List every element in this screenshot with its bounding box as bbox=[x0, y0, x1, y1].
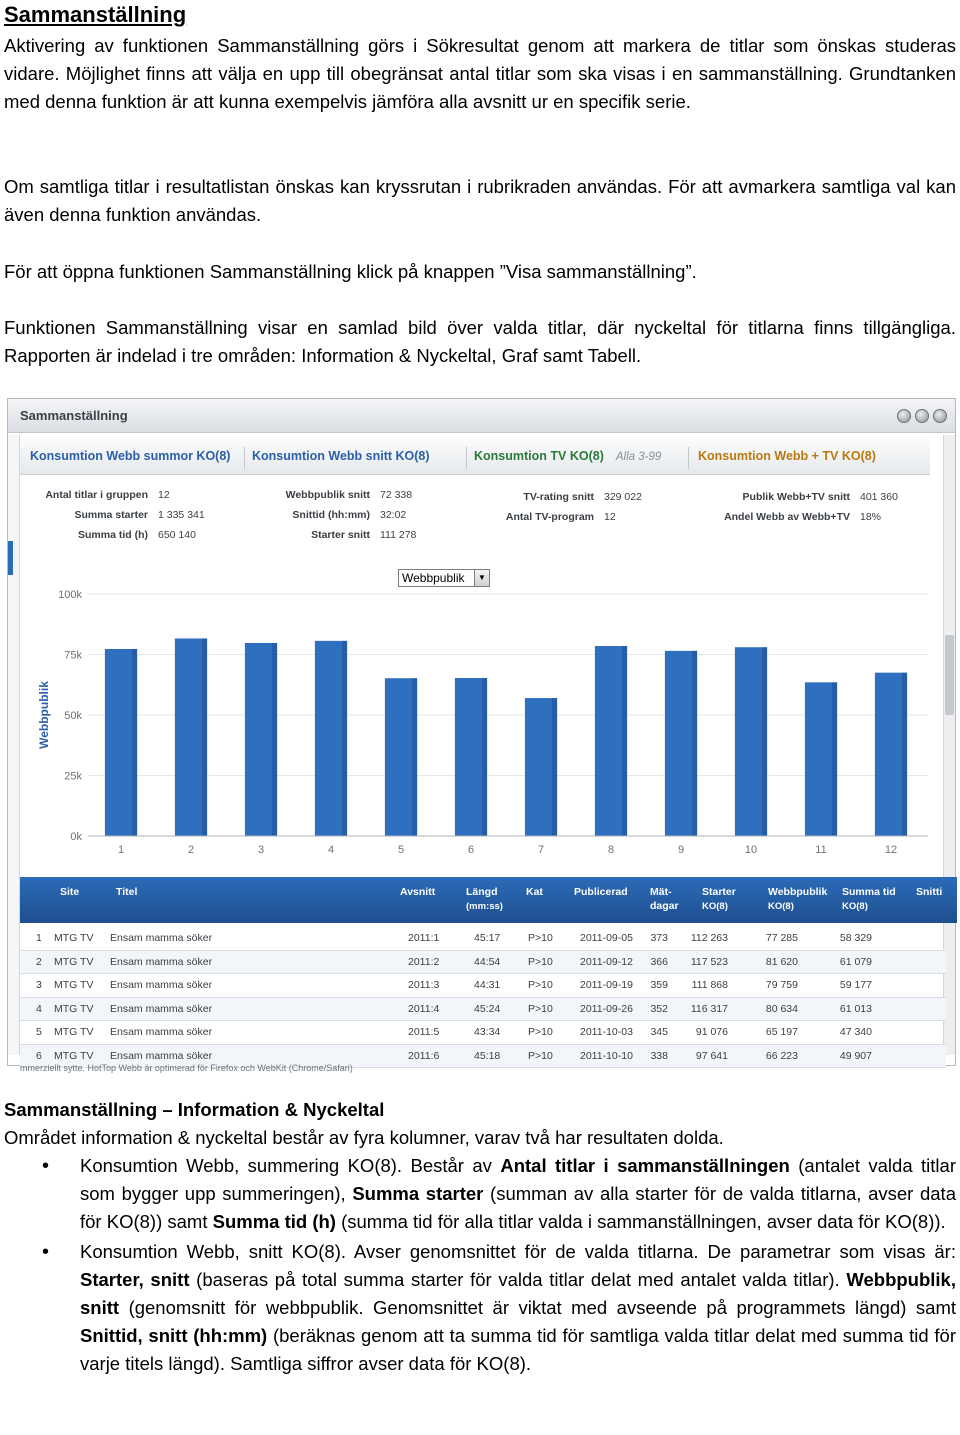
summary-headers bbox=[20, 439, 930, 475]
x-tick-label: 3 bbox=[257, 844, 265, 856]
table-row[interactable] bbox=[20, 927, 946, 951]
table-row[interactable] bbox=[20, 1021, 946, 1045]
col-days[interactable] bbox=[650, 885, 679, 913]
list-item bbox=[4, 1238, 956, 1378]
x-tick-label: 8 bbox=[607, 844, 615, 856]
tab-webb-summor: Konsumtion Webb summor KO(8) bbox=[30, 449, 231, 463]
cell-days: 345 bbox=[650, 1026, 668, 1038]
summary-window bbox=[7, 398, 956, 1073]
text: Konsumtion Webb, summering KO(8). Består av bbox=[80, 1155, 501, 1176]
x-tick-label: 7 bbox=[537, 844, 545, 856]
bar-shade bbox=[622, 646, 627, 836]
cell-kat: P>10 bbox=[528, 1026, 553, 1038]
table-row[interactable] bbox=[20, 951, 946, 975]
col-length[interactable] bbox=[466, 885, 503, 914]
cell-wp: 77 285 bbox=[765, 932, 798, 944]
window-title: Sammanställning bbox=[20, 408, 128, 423]
bar-shade bbox=[202, 638, 207, 836]
col-site[interactable]: Site bbox=[60, 886, 80, 898]
cell-n: 5 bbox=[36, 1026, 42, 1038]
text-bold: Antal titlar i sammanställningen bbox=[500, 1155, 790, 1176]
kv-label: Starter snitt bbox=[311, 529, 370, 541]
kv-mix-labels bbox=[698, 487, 850, 527]
cell-title: Ensam mamma söker bbox=[110, 955, 213, 968]
kv-label: Andel Webb av Webb+TV bbox=[724, 511, 850, 523]
cell-kat: P>10 bbox=[528, 1002, 553, 1015]
x-tick-label: 10 bbox=[744, 844, 758, 856]
kv-label: Webbpublik snitt bbox=[285, 489, 370, 501]
tab-tv-subtitle: Alla 3-99 bbox=[615, 451, 662, 463]
table-row[interactable] bbox=[20, 974, 946, 998]
col-starts[interactable] bbox=[702, 885, 736, 914]
cell-title: Ensam mamma söker bbox=[110, 979, 213, 991]
bar-shade bbox=[482, 678, 487, 836]
cell-ep: 2011:1 bbox=[408, 932, 440, 944]
paragraph-intro: Aktivering av funktionen Sammanställning görs i Sökresultat genom att markera de titlar som önskas studeras vidare. Möjlighet finns att välja en upp till obegränsat antal titlar som ska visas i en sammanställning. Grundtanken med denna funktion är att kunna exempelvis jämföra alla avsnitt ur en specifik serie. bbox=[4, 35, 956, 112]
result-table bbox=[8, 877, 957, 1073]
kv-value: 12 bbox=[158, 489, 170, 501]
cell-tid: 61 013 bbox=[839, 1002, 872, 1015]
cell-starts: 116 317 bbox=[690, 1002, 728, 1015]
cell-ep: 2011:5 bbox=[408, 1026, 440, 1038]
cell-pub: 2011-09-26 bbox=[580, 1002, 633, 1015]
cell-days: 352 bbox=[650, 1002, 668, 1015]
col-published[interactable]: Publicerad bbox=[574, 886, 628, 898]
text-bold: Webbpublik, snitt bbox=[80, 1269, 956, 1318]
kv-value: 18% bbox=[860, 511, 882, 523]
col-days-label2: dagar bbox=[650, 900, 679, 912]
text: Konsumtion Webb, snitt KO(8). Avser genomsnittet för de valda titlarna. De parametrar som visas är: bbox=[80, 1241, 956, 1262]
text: (beräknas genom att ta summa tid för samtliga valda titlar delat med summa tid för varje titels längd). Samtliga siffror avser data för KO(8). bbox=[80, 1325, 956, 1374]
cell-days: 373 bbox=[650, 932, 668, 944]
kv-value: 32:02 bbox=[380, 509, 407, 521]
paragraph-open: För att öppna funktionen Sammanställning klick på knappen ”Visa sammanställning”. bbox=[4, 261, 697, 282]
cell-tid: 61 079 bbox=[839, 955, 872, 968]
y-tick-label: 100k bbox=[58, 589, 82, 601]
col-webbpublik-label: Webbpublik bbox=[768, 886, 828, 898]
cell-kat: P>10 bbox=[528, 955, 553, 968]
cell-wp: 66 223 bbox=[765, 1049, 798, 1062]
cell-ep: 2011:3 bbox=[408, 979, 440, 991]
col-starts-label: Starter bbox=[702, 886, 736, 898]
y-axis-label: Webbpublik bbox=[37, 681, 51, 749]
kv-value: 650 140 bbox=[158, 529, 196, 541]
window-close-icon[interactable] bbox=[933, 409, 947, 423]
cell-tid: 49 907 bbox=[839, 1049, 872, 1062]
cell-wp: 79 759 bbox=[765, 979, 798, 991]
bar-shade bbox=[552, 698, 557, 836]
tab-webb-snitt: Konsumtion Webb snitt KO(8) bbox=[252, 449, 430, 463]
col-summa-tid-label: Summa tid bbox=[842, 886, 896, 898]
cell-site: MTG TV bbox=[54, 932, 94, 944]
text: (genomsnitt för webbpublik. Genomsnittet är viktat med avseende på programmets längd) samt bbox=[119, 1297, 956, 1318]
section-intro: Området information & nyckeltal består av fyra kolumner, varav två har resultaten dolda. bbox=[4, 1127, 724, 1148]
kv-label: Snittid (hh:mm) bbox=[292, 509, 370, 521]
cell-len: 45:24 bbox=[474, 1002, 501, 1015]
section-heading: Sammanställning – Information & Nyckeltal bbox=[4, 1099, 385, 1120]
kv-sum-labels bbox=[22, 485, 148, 545]
col-category[interactable]: Kat bbox=[526, 886, 543, 898]
cell-pub: 2011-09-12 bbox=[580, 955, 633, 968]
window-maximize-icon[interactable] bbox=[915, 409, 929, 423]
kv-mix-values bbox=[860, 487, 898, 527]
col-webbpublik[interactable] bbox=[768, 885, 827, 914]
col-starts-unit: KO(8) bbox=[702, 901, 728, 912]
bar-shade bbox=[132, 649, 137, 836]
kv-tv-labels bbox=[478, 487, 594, 527]
bullet-list bbox=[4, 1152, 956, 1380]
x-tick-label: 5 bbox=[397, 844, 405, 856]
cell-len: 45:17 bbox=[474, 932, 501, 944]
cell-title: Ensam mamma söker bbox=[110, 1002, 213, 1015]
kv-value: 1 335 341 bbox=[158, 509, 205, 521]
left-strip-marker bbox=[8, 541, 13, 575]
kv-label: Summa starter bbox=[74, 509, 148, 521]
cell-site: MTG TV bbox=[54, 955, 94, 968]
paragraph-select-all: Om samtliga titlar i resultatlistan önskas kan kryssrutan i rubrikraden användas. För att avmarkera samtliga val kan även denna funktion användas. bbox=[4, 176, 956, 225]
kv-avg-values bbox=[380, 485, 416, 545]
cell-title: Ensam mamma söker bbox=[110, 932, 213, 944]
bar-shade bbox=[342, 641, 347, 836]
cell-starts: 97 641 bbox=[695, 1049, 728, 1062]
cell-len: 45:18 bbox=[474, 1049, 501, 1062]
cell-pub: 2011-09-05 bbox=[580, 932, 633, 944]
cell-wp: 80 634 bbox=[765, 1002, 798, 1015]
col-title[interactable]: Titel bbox=[116, 886, 138, 898]
kv-tv-values bbox=[604, 487, 642, 527]
kv-avg-labels bbox=[258, 485, 370, 545]
col-snitt[interactable]: Snitti bbox=[916, 886, 943, 898]
cell-ep: 2011:6 bbox=[408, 1049, 440, 1062]
paragraph-overview: Funktionen Sammanställning visar en samlad bild över valda titlar, där nyckeltal för titlarna finns tillgängliga. Rapporten är indelad i tre områden: Information & Nyckeltal, Graf samt Tabell. bbox=[4, 317, 956, 366]
cell-wp: 65 197 bbox=[765, 1026, 798, 1038]
divider bbox=[688, 447, 689, 469]
cell-site: MTG TV bbox=[54, 1049, 94, 1062]
cell-days: 338 bbox=[650, 1049, 668, 1062]
kv-label: Antal titlar i gruppen bbox=[45, 489, 148, 501]
x-tick-label: 11 bbox=[815, 844, 827, 856]
window-minimize-icon[interactable] bbox=[897, 409, 911, 423]
tab-tv bbox=[474, 449, 661, 463]
cell-title: Ensam mamma söker bbox=[110, 1026, 213, 1038]
cell-n: 4 bbox=[36, 1002, 42, 1015]
cell-n: 3 bbox=[36, 979, 42, 991]
window-controls bbox=[897, 409, 947, 423]
text-bold: Starter, snitt bbox=[80, 1269, 190, 1290]
kv-sum-values bbox=[158, 485, 205, 545]
cell-kat: P>10 bbox=[528, 979, 553, 991]
cell-starts: 111 868 bbox=[691, 979, 728, 991]
kv-label: Summa tid (h) bbox=[78, 529, 148, 541]
bar-shade bbox=[692, 651, 697, 836]
bar-shade bbox=[272, 643, 277, 836]
footer-note: mmerziellt sytte. HotTop Webb är optimerad för Firefox och WebKit (Chrome/Safari) bbox=[20, 1063, 353, 1073]
table-header bbox=[20, 877, 957, 923]
cell-starts: 91 076 bbox=[695, 1026, 728, 1038]
text-bold: Summa tid (h) bbox=[212, 1211, 336, 1232]
cell-len: 43:34 bbox=[474, 1026, 501, 1038]
kv-value: 329 022 bbox=[604, 491, 642, 503]
cell-tid: 47 340 bbox=[839, 1026, 872, 1038]
cell-days: 359 bbox=[650, 979, 668, 991]
divider bbox=[244, 447, 245, 469]
cell-site: MTG TV bbox=[54, 1026, 94, 1038]
cell-n: 1 bbox=[36, 932, 42, 944]
x-tick-label: 6 bbox=[467, 844, 475, 856]
metric-select-value: Webbpublik bbox=[402, 571, 465, 585]
col-days-label: Mät- bbox=[650, 886, 672, 898]
cell-site: MTG TV bbox=[54, 979, 94, 991]
cell-tid: 59 177 bbox=[839, 979, 872, 991]
cell-site: MTG TV bbox=[54, 1002, 94, 1015]
text: (baseras på total summa starter för valda titlar delat med antalet valda titlar). bbox=[189, 1269, 847, 1290]
text: (antalet valda titlar som bygger upp summeringen), bbox=[80, 1155, 956, 1204]
cell-starts: 117 523 bbox=[690, 955, 728, 968]
list-item bbox=[4, 1152, 956, 1236]
y-tick-label: 50k bbox=[64, 710, 82, 722]
x-tick-label: 12 bbox=[884, 844, 898, 856]
x-tick-label: 2 bbox=[187, 844, 195, 856]
text: (summa tid för alla titlar valda i sammanställningen, avser data för KO(8)). bbox=[335, 1211, 946, 1232]
cell-ep: 2011:2 bbox=[408, 955, 440, 968]
cell-pub: 2011-10-03 bbox=[580, 1026, 633, 1038]
table-row[interactable] bbox=[20, 998, 946, 1022]
kv-value: 72 338 bbox=[380, 489, 413, 501]
cell-wp: 81 620 bbox=[765, 955, 798, 968]
cell-len: 44:31 bbox=[474, 979, 501, 991]
bar-shade bbox=[902, 673, 907, 836]
section-info bbox=[4, 1096, 956, 1152]
kv-value: 111 278 bbox=[380, 529, 417, 541]
divider bbox=[466, 447, 467, 469]
cell-title: Ensam mamma söker bbox=[110, 1049, 213, 1062]
y-tick-label: 75k bbox=[64, 649, 82, 662]
col-episode[interactable]: Avsnitt bbox=[400, 886, 436, 898]
window-titlebar bbox=[8, 399, 955, 433]
kv-label: Antal TV-program bbox=[505, 511, 594, 523]
text: (summan av alla starter för de valda titlarna, avser data för KO(8)) samt bbox=[80, 1183, 956, 1232]
page-title: Sammanställning bbox=[4, 2, 187, 27]
cell-starts: 112 263 bbox=[690, 932, 728, 944]
kv-value: 401 360 bbox=[860, 491, 898, 503]
cell-pub: 2011-10-10 bbox=[580, 1049, 633, 1062]
col-length-unit: (mm:ss) bbox=[466, 901, 503, 912]
text-bold: Summa starter bbox=[352, 1183, 484, 1204]
cell-tid: 58 329 bbox=[839, 932, 872, 944]
x-tick-label: 9 bbox=[677, 844, 685, 856]
bar-shade bbox=[762, 647, 767, 836]
cell-n: 2 bbox=[36, 955, 42, 968]
cell-len: 44:54 bbox=[474, 955, 501, 968]
tab-tv-label: Konsumtion TV KO(8) bbox=[474, 449, 604, 463]
kv-label: Publik Webb+TV snitt bbox=[742, 491, 850, 503]
y-tick-label: 25k bbox=[64, 770, 82, 783]
bar-shade bbox=[412, 678, 417, 836]
col-webbpublik-unit: KO(8) bbox=[768, 901, 794, 912]
text-bold: Snittid, snitt (hh:mm) bbox=[80, 1325, 268, 1346]
col-summa-tid-unit: KO(8) bbox=[842, 901, 868, 912]
cell-ep: 2011:4 bbox=[408, 1002, 440, 1015]
x-tick-label: 1 bbox=[117, 844, 125, 856]
cell-n: 6 bbox=[36, 1049, 42, 1062]
cell-days: 366 bbox=[650, 955, 668, 968]
cell-kat: P>10 bbox=[528, 932, 553, 944]
chevron-down-icon[interactable]: ▼ bbox=[474, 570, 489, 586]
bar-shade bbox=[832, 682, 837, 836]
bar-chart bbox=[8, 579, 957, 869]
y-tick-label: 0k bbox=[70, 831, 82, 843]
cell-kat: P>10 bbox=[528, 1049, 553, 1062]
col-summa-tid[interactable] bbox=[842, 885, 896, 914]
x-tick-label: 4 bbox=[327, 844, 335, 856]
kv-label: TV-rating snitt bbox=[523, 491, 594, 503]
col-length-label: Längd bbox=[466, 886, 498, 898]
kv-value: 12 bbox=[604, 511, 616, 523]
cell-pub: 2011-09-19 bbox=[580, 979, 633, 991]
tab-webb-tv: Konsumtion Webb + TV KO(8) bbox=[698, 449, 876, 463]
